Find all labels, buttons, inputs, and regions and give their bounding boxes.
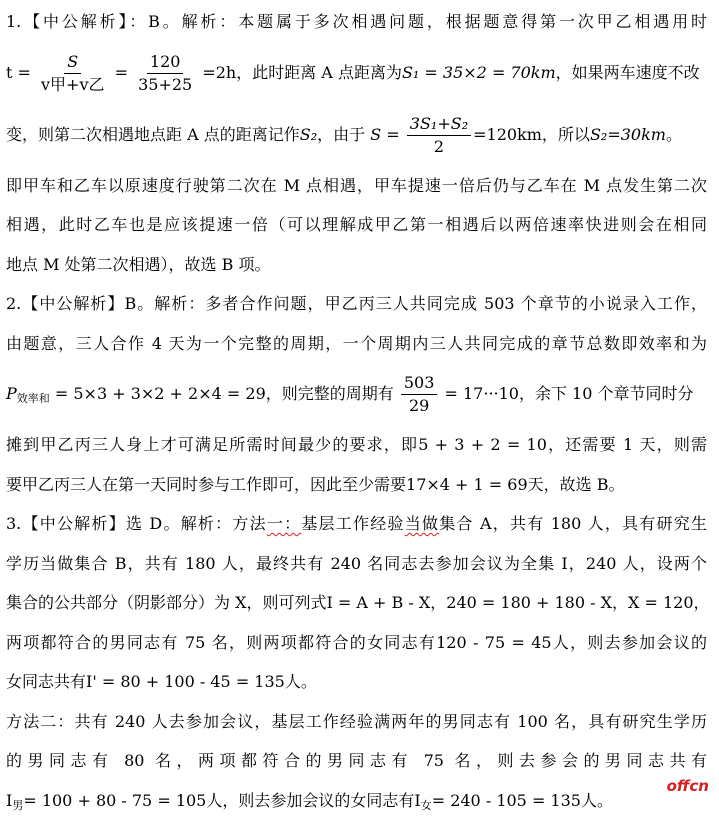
q3-line-5 <box>6 662 707 702</box>
q1-l3-start: 变，则第二次相遇地点距 A 点的距离记作 <box>6 124 300 144</box>
q2-line-5 <box>6 465 707 505</box>
q3-l5-start: 女同志共有 <box>6 672 87 691</box>
q3-l3-start: 集合的公共部分（阴影部分）为 X，则可列式 <box>6 593 327 612</box>
q1-line-1 <box>6 2 707 42</box>
q1-s1-expr: S₁ = 35×2 = 70km <box>401 62 556 82</box>
q3-m2-i1: I <box>6 790 13 810</box>
q2-line-1 <box>6 284 707 324</box>
q1-frac3-num: 3S₁+S₂ <box>407 113 471 136</box>
q1-frac2-num: 120 <box>147 51 184 74</box>
q2-p-expr: = 5×3 + 3×2 + 2×4 = 29 <box>54 384 266 403</box>
q3-m2-i2: I <box>414 790 421 810</box>
q1-frac3-den: 2 <box>433 136 445 156</box>
q3-l1-squiggle-1: 一： <box>266 514 302 533</box>
q3-l3-end: ， <box>693 593 710 612</box>
q1-line-6 <box>6 245 707 285</box>
q2-text-2: 由题意，三人合作 4 天为一个完整的周期，一个周期内三人共同完成的章节总数即效率和为 <box>6 333 707 353</box>
q1-t-eq: t = <box>6 62 31 82</box>
q1-frac-speed <box>38 51 108 96</box>
q3-m2-s2: 女 <box>420 798 432 812</box>
q3-l5-end: 人。 <box>284 672 317 691</box>
q1-frac-distance <box>407 113 471 158</box>
q1-l3-mid: ，由于 <box>317 124 366 144</box>
q2-l4-start: 摊到甲乙丙三人身上才可满足所需时间最少的要求，即 <box>6 435 419 454</box>
q2-l3-mid: ，则完整的周期有 <box>265 384 394 403</box>
q1-s-eq: S = <box>370 124 400 144</box>
q3-m2-text-1: 方法二：共有 240 人去参加会议，基层工作经验满两年的男同志有 100 名，具有研究生学历 <box>6 711 707 731</box>
q2-line-4 <box>6 425 707 465</box>
q2-p-sub: 效率和 <box>16 392 50 405</box>
q3-method2-line-3 <box>6 781 707 821</box>
q3-l3-sep: ， <box>430 593 447 612</box>
q3-l1-start: 3.【中公解析】选 D。解析：方法 <box>6 514 267 533</box>
q3-line-4 <box>6 623 707 663</box>
q2-p-sym: P <box>6 384 17 403</box>
q1-frac1-den: v甲+v乙 <box>41 74 105 94</box>
q3-method2-line-1 <box>6 702 707 742</box>
q3-l3-expr3: X = 120 <box>628 593 694 612</box>
q1-eq-tail: =2h <box>202 62 237 82</box>
q2-l5-expr: 17×4 + 1 = 69 <box>406 474 528 494</box>
q1-frac1-num: S <box>64 51 81 74</box>
q3-method2-line-2 <box>6 741 707 781</box>
q3-line-2 <box>6 544 707 584</box>
q1-text-4: 即甲车和乙车以原速度行驶第二次在 M 点相遇，甲车提速一倍后仍与乙车在 M 点发生第二次 <box>6 175 707 195</box>
q1-l2-mid: ，此时距离 A 点距离为 <box>236 62 402 82</box>
q1-line-2 <box>6 42 707 104</box>
q1-l2-end: ，如果两车速度不改 <box>555 62 700 82</box>
q2-l5-start: 要甲乙丙三人在第一天同时参与工作即可，因此至少需要 <box>6 474 407 494</box>
q3-l1-squiggle-2: 当做 <box>404 514 440 533</box>
q1-frac-values <box>135 51 195 96</box>
q2-l5-end: 天，故选 B。 <box>527 474 625 494</box>
q2-frac-num: 503 <box>401 372 438 395</box>
q2-frac-tail: = 17···10 <box>444 384 519 403</box>
q1-eq: = <box>114 62 129 82</box>
q1-line-5 <box>6 205 707 245</box>
q2-l3-end: ，余下 10 个章节同时分 <box>518 384 694 403</box>
q2-line-2 <box>6 324 707 364</box>
q3-l1-mid: 基层工作经验 <box>301 514 405 533</box>
q1-s2-sym: S₂ <box>299 124 318 144</box>
watermark-text: offcn <box>666 777 709 795</box>
q3-l3-expr1: I = A + B - X <box>326 593 431 612</box>
q3-l4-expr: 120 - 75 = 45 <box>436 632 552 652</box>
q3-text-2: 学历当做集合 B，共有 180 人，最终共有 240 名同志去参加会议为全集 I，240 人，设两个 <box>6 553 707 573</box>
q1-text-6: 地点 M 处第二次相遇），故选 B 项。 <box>6 254 271 274</box>
q3-l4-start: 两项都符合的男同志有 75 名，则两项都符合的女同志有 <box>6 632 437 652</box>
q3-l1-end: 集合 A，共有 180 人，具有研究生 <box>439 514 707 533</box>
q3-l3-expr2: 240 = 180 + 180 - X <box>446 593 613 612</box>
q1-frac2-den: 35+25 <box>138 74 193 94</box>
q2-text-1: 2.【中公解析】B。解析：多者合作问题，甲乙丙三人共同完成 503 个章节的小说录入工作， <box>6 294 707 313</box>
q1-line-3 <box>6 104 707 166</box>
q1-text-5: 相遇，此时乙车也是应该提速一倍（可以理解成甲乙第一相遇后以两倍速率快进则会在相同 <box>6 215 707 234</box>
q3-line-1 <box>6 504 707 544</box>
q3-l5-expr: I' = 80 + 100 - 45 = 135 <box>86 672 285 691</box>
q3-m2-text-2: 的男同志有 80 名，两项都符合的男同志有 75 名，则去参会的男同志共有 <box>6 751 707 770</box>
q2-line-3 <box>6 363 707 425</box>
q3-m2-mid: 人，则去参加会议的女同志有 <box>206 790 415 810</box>
q2-l4-end: ，还需要 1 天，则需 <box>546 435 707 454</box>
q3-m2-end: 人。 <box>580 790 613 810</box>
q3-line-3 <box>6 583 710 623</box>
q3-m2-s1: 男 <box>12 798 24 812</box>
offcn-watermark <box>667 777 709 795</box>
q1-text-1: 1.【中公解析】：B。解析：本题属于多次相遇问题，根据题意得第一次甲乙相遇用时 <box>6 12 707 31</box>
q1-l3-mid2: ，所以 <box>541 124 590 144</box>
q1-s2-val: S₂=30km <box>589 124 666 144</box>
q3-l3-sep2: ， <box>612 593 629 612</box>
q3-l4-end: 人，则去参加会议的 <box>551 632 707 652</box>
q1-l3-val: =120km <box>473 124 542 144</box>
q3-m2-expr1: = 100 + 80 - 75 = 105 <box>23 790 207 810</box>
q2-frac-den: 29 <box>408 396 430 415</box>
q3-m2-expr2: = 240 - 105 = 135 <box>431 790 581 810</box>
q1-l3-end: 。 <box>665 124 682 144</box>
q1-line-4 <box>6 166 707 206</box>
q2-l4-expr: 5 + 3 + 2 = 10 <box>418 435 547 454</box>
q2-frac-cycles <box>401 372 438 417</box>
